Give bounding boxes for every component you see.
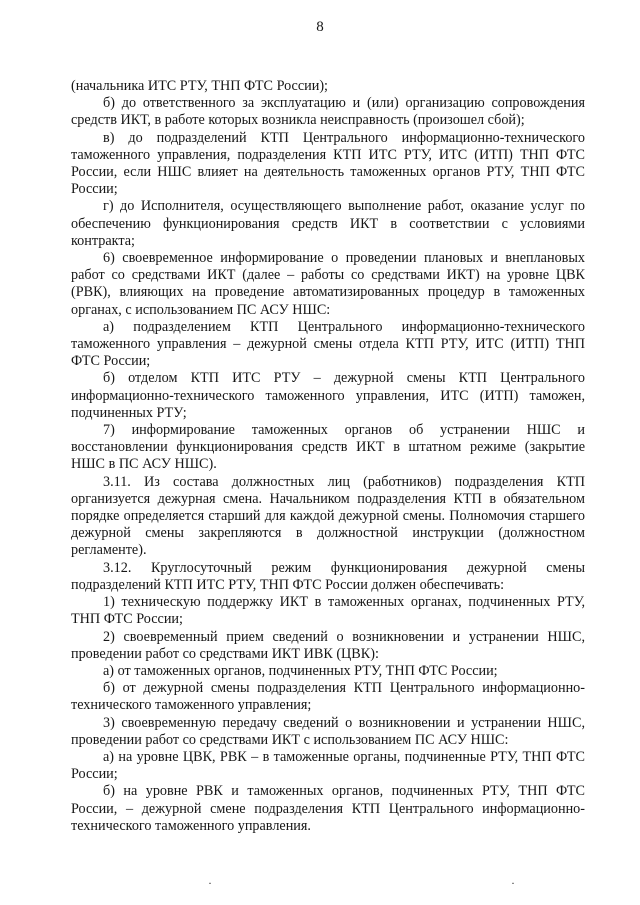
paragraph-9: 3.11. Из состава должностных лиц (работников) подразделения КТП организуется дежурная смена. Начальником подразделения КТП в обязательном порядке определяется старший для каждой дежурной смены. Полномочия старшего дежурной смены закрепляются в должностной инструкции (должностном регламенте). bbox=[71, 473, 585, 559]
paragraph-8: 7) информирование таможенных органов об устранении НШС и восстановлении функционирования средств ИКТ в штатном режиме (закрытие НШС в ПС АСУ НШС). bbox=[71, 422, 585, 473]
paragraph-6: а) подразделением КТП Центрального информационно-технического таможенного управления – дежурной смены отдела КТП РТУ, ИТС (ИТП) ТНП ФТС России; bbox=[71, 318, 585, 370]
paragraph-5: 6) своевременное информирование о проведении плановых и внеплановых работ со средствами ИКТ (далее – работы со средствами ИКТ) на уровне ЦВК (РВК), влияющих на проведение автоматизированных процедур в таможенных органах, с использованием ПС АСУ НШС: bbox=[71, 250, 585, 318]
paragraph-16: а) на уровне ЦВК, РВК – в таможенные органы, подчиненные РТУ, ТНП ФТС России; bbox=[71, 748, 585, 783]
paragraph-17: б) на уровне РВК и таможенных органов, подчиненных РТУ, ТНП ФТС России, – дежурной смене подразделения КТП Центрального информационно-технического таможенного управления. bbox=[71, 783, 585, 834]
paragraph-4: г) до Исполнителя, осуществляющего выполнение работ, оказание услуг по обеспечению функционирования средств ИКТ в соответствии с условиями контракта; bbox=[71, 198, 585, 249]
paragraph-11: 1) техническую поддержку ИКТ в таможенных органах, подчиненных РТУ, ТНП ФТС России; bbox=[71, 594, 585, 628]
paragraph-7: б) отделом КТП ИТС РТУ – дежурной смены КТП Центрального информационно-технического таможенного управления, ИТС (ИТП) таможен, подчиненных РТУ; bbox=[71, 370, 585, 421]
paragraph-2: б) до ответственного за эксплуатацию и (или) организацию сопровождения средств ИКТ, в работе которых возникла неисправность (произошел сбой); bbox=[71, 95, 585, 129]
paragraph-12: 2) своевременный прием сведений о возникновении и устранении НШС, проведении работ со средствами ИКТ ИВК (ЦВК): bbox=[71, 628, 585, 662]
paragraph-1: (начальника ИТС РТУ, ТНП ФТС России); bbox=[71, 78, 329, 94]
paragraph-13: а) от таможенных органов, подчиненных РТУ, ТНП ФТС России; bbox=[103, 662, 498, 679]
paragraph-14: б) от дежурной смены подразделения КТП Центрального информационно-технического таможенного управления; bbox=[71, 680, 585, 714]
document-body bbox=[71, 78, 585, 835]
page-number: 8 bbox=[316, 19, 324, 35]
paragraph-3: в) до подразделений КТП Центрального информационно-технического таможенного управления, подразделения КТП ИТС РТУ, ИТС (ИТП) ТНП ФТС России, если НШС влияет на деятельность таможенных органов РТУ, ТНП ФТС России; bbox=[71, 129, 585, 198]
scan-speck-right: · bbox=[511, 876, 515, 890]
paragraph-10: 3.12. Круглосуточный режим функционирования дежурной смены подразделений КТП ИТС РТУ, ТНП ФТС России должен обеспечивать: bbox=[71, 559, 585, 593]
paragraph-15: 3) своевременную передачу сведений о возникновении и устранении НШС, проведении работ со средствами ИКТ с использованием ПС АСУ НШС: bbox=[71, 714, 585, 748]
scan-speck-left: · bbox=[208, 876, 212, 890]
